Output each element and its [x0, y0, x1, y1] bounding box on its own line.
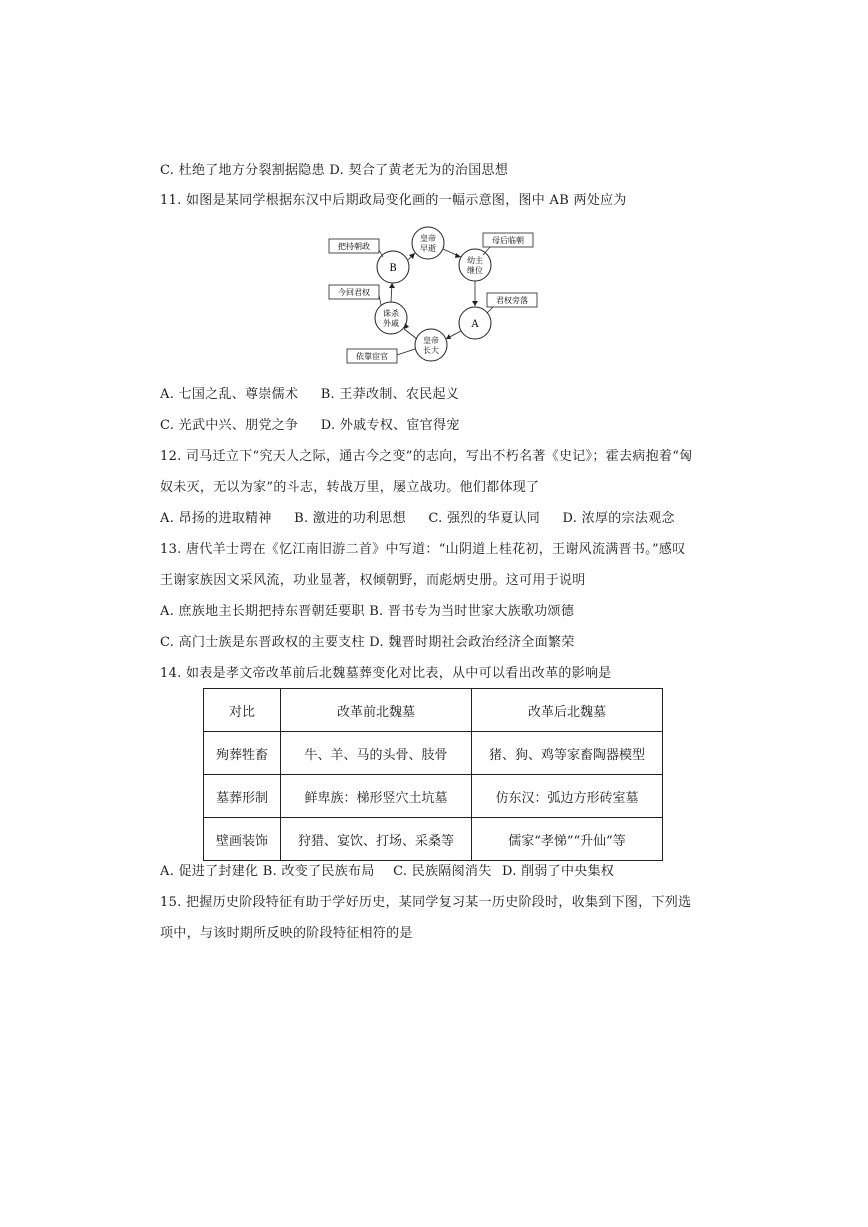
table-header-cell: 改革后北魏墓 [472, 689, 663, 732]
q14-option-b: B. 改变了民族布局 [262, 864, 375, 879]
svg-text:把持朝政: 把持朝政 [338, 242, 370, 251]
q12-option-b: B. 激进的功利思想 [294, 511, 406, 526]
svg-text:君权旁落: 君权旁落 [496, 296, 528, 305]
q11-option-b: B. 王莽改制、农民起义 [320, 387, 460, 402]
svg-text:幼主: 幼主 [467, 256, 483, 265]
svg-text:继位: 继位 [467, 266, 483, 275]
svg-text:A: A [471, 319, 479, 330]
svg-text:今回君权: 今回君权 [338, 288, 370, 297]
q11-cycle-diagram [325, 215, 555, 375]
q10-option-d: D. 契合了黄老无为的治国思想 [329, 163, 509, 178]
q15-stem-line1: 15. 把握历史阶段特征有助于学好历史，某同学复习某一历史阶段时，收集到下图，下列选 [160, 895, 692, 910]
q12-option-d: D. 浓厚的宗法观念 [562, 511, 675, 526]
q12-stem-line1: 12. 司马迁立下“究天人之际，通古今之变”的志向，写出不朽名著《史记》；霍去病抱着“匈 [160, 449, 693, 464]
svg-text:皇帝: 皇帝 [420, 234, 436, 243]
q15-stem-line2: 项中，与该时期所反映的阶段特征相符的是 [160, 926, 413, 941]
svg-text:皇帝: 皇帝 [423, 336, 439, 345]
svg-text:外戚: 外戚 [383, 319, 399, 328]
q13-stem-line2: 王谢家族因文采风流，功业显著，权倾朝野，而彪炳史册。这可用于说明 [160, 573, 586, 588]
q10-option-c: C. 杜绝了地方分裂割据隐患 [160, 163, 325, 178]
node-emperor-grows [415, 329, 447, 361]
table-cell: 儒家“孝悌”“升仙”等 [472, 818, 663, 861]
q13-options-ab [160, 603, 574, 621]
q14-option-c: C. 民族隔阂消失 [393, 864, 492, 879]
q11-stem: 11. 如图是某同学根据东汉中后期政局变化画的一幅示意图，图中 AB 两处应为 [160, 193, 627, 208]
node-young-heir [459, 249, 491, 281]
table-row [204, 818, 663, 861]
q14-option-d: D. 削弱了中央集权 [501, 864, 615, 879]
q12-options [160, 510, 675, 528]
q12-option-c: C. 强烈的华夏认同 [428, 511, 541, 526]
q14-options [160, 863, 614, 881]
q13-option-d: D. 魏晋时期社会政治经济全面繁荣 [369, 635, 575, 650]
q13-option-a: A. 庶族地主长期把持东晋朝廷要职 [160, 604, 365, 619]
table-row [204, 775, 663, 818]
table-header-cell: 对比 [204, 689, 281, 732]
q14-option-a: A. 促进了封建化 [160, 864, 259, 879]
table-header-cell: 改革前北魏墓 [281, 689, 472, 732]
q12-stem-line2: 奴未灭，无以为家”的斗志，转战万里，屡立战功。他们都体现了 [160, 480, 540, 495]
q14-stem: 14. 如表是孝文帝改革前后北魏墓葬变化对比表，从中可以看出改革的影响是 [160, 666, 612, 681]
table-row [204, 732, 663, 775]
svg-text:母后临朝: 母后临朝 [492, 236, 524, 245]
table-cell: 仿东汉：弧边方形砖室墓 [472, 775, 663, 818]
q11-option-a: A. 七国之乱、尊崇儒术 [160, 387, 299, 402]
q13-option-b: B. 晋书专为当时世家大族歌功颂德 [369, 604, 575, 619]
svg-text:早逝: 早逝 [420, 244, 436, 253]
q13-option-c: C. 高门士族是东晋政权的主要支柱 [160, 635, 365, 650]
svg-text:B: B [389, 263, 397, 274]
svg-text:诛杀: 诛杀 [383, 309, 399, 318]
q13-options-cd [160, 634, 575, 652]
svg-text:长大: 长大 [423, 346, 439, 355]
table-cell: 鲜卑族：梯形竖穴土坑墓 [281, 775, 472, 818]
q13-stem-line1: 13. 唐代羊士谔在《忆江南旧游二首》中写道：“山阴道上桂花初，王谢风流满晋书。”感叹 [160, 542, 686, 557]
q12-option-a: A. 昂扬的进取精神 [160, 511, 272, 526]
table-cell: 牛、羊、马的头骨、肢骨 [281, 732, 472, 775]
table-cell: 墓葬形制 [204, 775, 281, 818]
node-kill-relatives [375, 302, 407, 334]
q11-option-d: D. 外戚专权、宦官得宠 [320, 418, 460, 433]
svg-text:依靠宦官: 依靠宦官 [356, 352, 388, 361]
table-cell: 猪、狗、鸡等家畜陶器模型 [472, 732, 663, 775]
q11-options-cd [160, 417, 460, 435]
node-emperor-dies [412, 227, 444, 259]
table-cell: 狩猎、宴饮、打场、采桑等 [281, 818, 472, 861]
burial-comparison-table [203, 688, 663, 861]
table-cell: 壁画装饰 [204, 818, 281, 861]
q10-options [160, 162, 508, 180]
q11-option-c: C. 光武中兴、朋党之争 [160, 418, 299, 433]
table-header-row [204, 689, 663, 732]
table-cell: 殉葬牲畜 [204, 732, 281, 775]
q11-options-ab [160, 386, 459, 404]
